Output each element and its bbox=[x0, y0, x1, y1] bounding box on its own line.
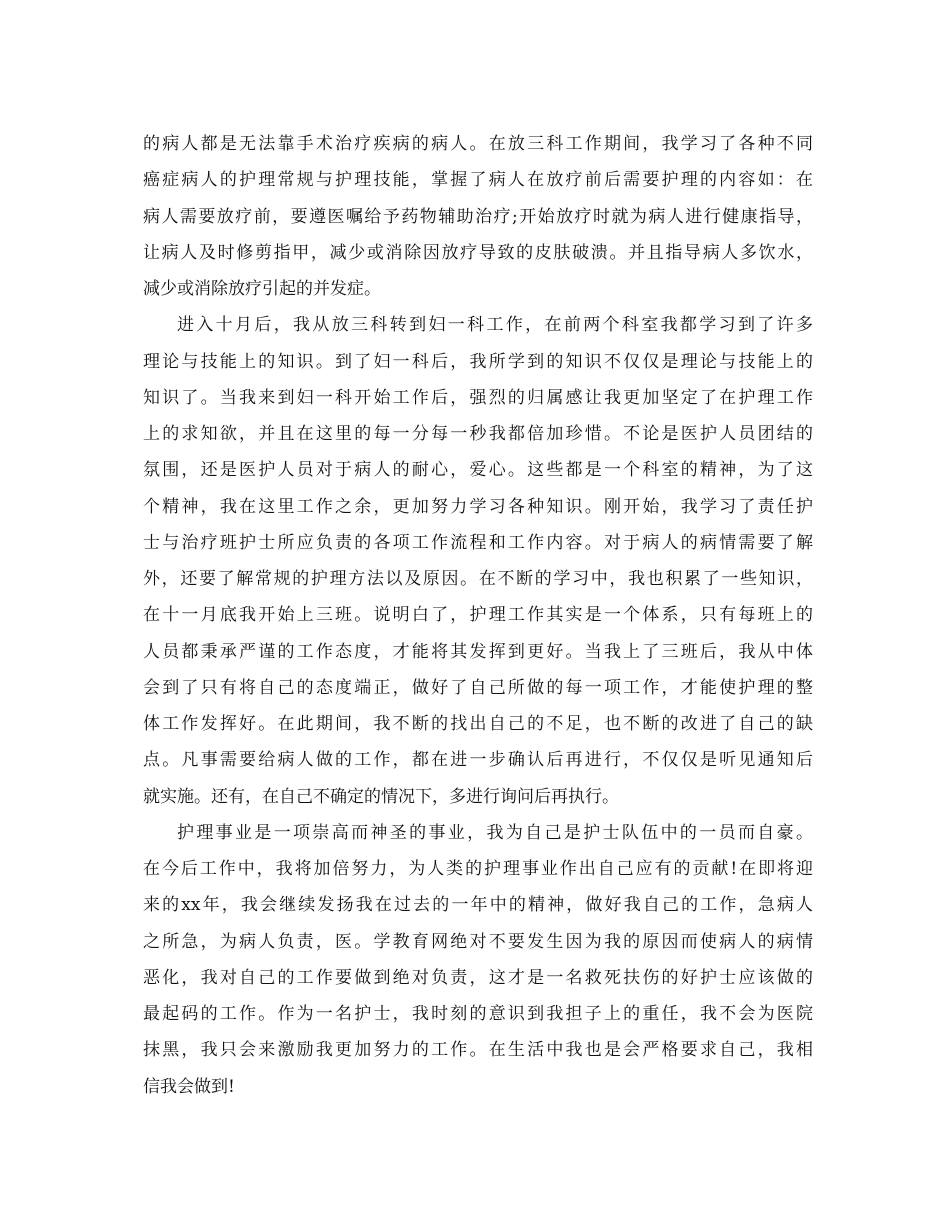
text-line: 护理事业是一项崇高而神圣的事业，我为自己是护士队伍中的一员而自豪。 bbox=[177, 822, 813, 843]
text-line: 来的xx年，我会继续发扬我在过去的一年中的精神，做好我自己的工作，急病人 bbox=[143, 895, 813, 916]
paragraph bbox=[143, 307, 813, 815]
text-line: 的病人都是无法靠手术治疗疾病的病人。在放三科工作期间，我学习了各种不同 bbox=[143, 134, 813, 154]
text-line: 信我会做到! bbox=[143, 1076, 235, 1097]
paragraph bbox=[143, 126, 813, 307]
text-line: 个精神，我在这里工作之余，更加努力学习各种知识。刚开始，我学习了责任护 bbox=[143, 496, 813, 517]
text-line: 上的求知欲，并且在这里的每一分每一秒我都倍加珍惜。不论是医护人员团结的 bbox=[143, 424, 813, 444]
text-line: 之所急，为病人负责，医。学教育网绝对不要发生因为我的原因而使病人的病情 bbox=[143, 931, 813, 952]
text-line: 就实施。还有，在自己不确定的情况下，多进行询问后再执行。 bbox=[143, 786, 619, 807]
text-line: 点。凡事需要给病人做的工作，都在进一步确认后再进行，不仅仅是听见通知后 bbox=[143, 750, 813, 771]
text-line: 理论与技能上的知识。到了妇一科后，我所学到的知识不仅仅是理论与技能上的 bbox=[143, 351, 813, 372]
text-line: 会到了只有将自己的态度端正，做好了自己所做的每一项工作，才能使护理的整 bbox=[143, 677, 813, 698]
document-body bbox=[143, 126, 813, 1105]
text-line: 体工作发挥好。在此期间，我不断的找出自己的不足，也不断的改进了自己的缺 bbox=[143, 714, 813, 734]
text-line: 在十一月底我开始上三班。说明白了，护理工作其实是一个体系，只有每班上的 bbox=[143, 605, 813, 626]
text-line: 恶化，我对自己的工作要做到绝对负责，这才是一名救死扶伤的好护士应该做的 bbox=[143, 967, 813, 988]
text-line: 癌症病人的护理常规与护理技能，掌握了病人在放疗前后需要护理的内容如：在 bbox=[143, 170, 813, 191]
text-line: 知识了。当我来到妇一科开始工作后，强烈的归属感让我更加坚定了在护理工作 bbox=[143, 387, 813, 408]
text-line: 士与治疗班护士所应负责的各项工作流程和工作内容。对于病人的病情需要了解 bbox=[143, 532, 813, 553]
text-line: 在今后工作中，我将加倍努力，为人类的护理事业作出自己应有的贡献!在即将迎 bbox=[143, 859, 813, 879]
text-line: 氛围，还是医护人员对于病人的耐心，爱心。这些都是一个科室的精神，为了这 bbox=[143, 460, 813, 481]
text-line: 人员都秉承严谨的工作态度，才能将其发挥到更好。当我上了三班后，我从中体 bbox=[143, 641, 813, 662]
paragraph bbox=[143, 815, 813, 1105]
text-line: 最起码的工作。作为一名护士，我时刻的意识到我担子上的重任，我不会为医院 bbox=[143, 1004, 813, 1024]
text-line: 抹黑，我只会来激励我更加努力的工作。在生活中我也是会严格要求自己，我相 bbox=[143, 1040, 813, 1061]
text-line: 让病人及时修剪指甲，减少或消除因放疗导致的皮肤破溃。并且指导病人多饮水， bbox=[143, 242, 813, 263]
text-line: 病人需要放疗前，要遵医嘱给予药物辅助治疗;开始放疗时就为病人进行健康指导， bbox=[143, 206, 813, 227]
text-line: 减少或消除放疗引起的并发症。 bbox=[143, 279, 381, 299]
text-line: 外，还要了解常规的护理方法以及原因。在不断的学习中，我也积累了一些知识， bbox=[143, 569, 813, 589]
text-line: 进入十月后，我从放三科转到妇一科工作，在前两个科室我都学习到了许多 bbox=[177, 315, 813, 336]
